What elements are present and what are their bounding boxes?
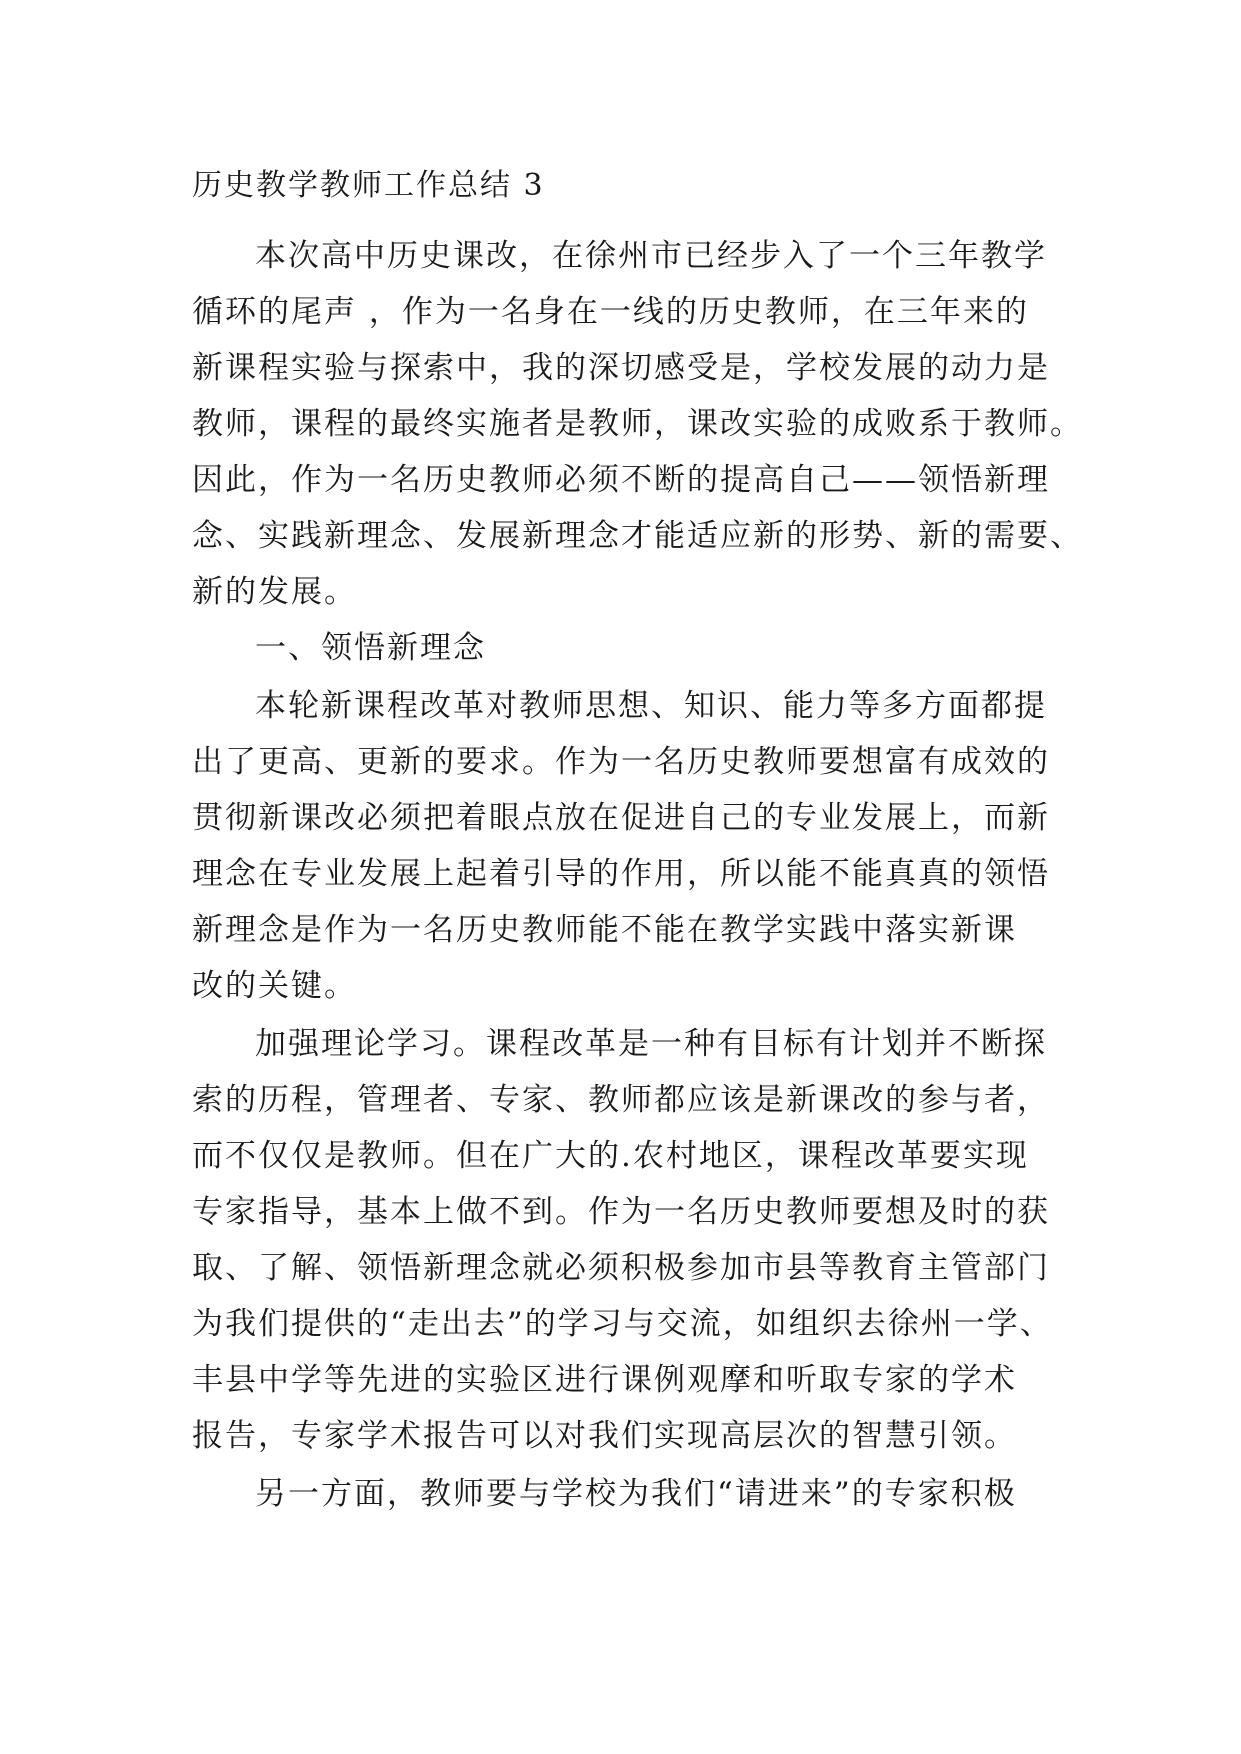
paragraph-line: 出了更高、更新的要求。作为一名历史教师要想富有成效的 xyxy=(192,744,1050,780)
paragraph-line: 加强理论学习。课程改革是一种有目标有计划并不断探 xyxy=(255,1026,1047,1062)
paragraph-line: 循环的尾声 ，作为一名身在一线的历史教师，在三年来的 xyxy=(192,294,1029,330)
paragraph-line: 专家指导，基本上做不到。作为一名历史教师要想及时的获 xyxy=(192,1194,1050,1230)
paragraph-line: 报告，专家学术报告可以对我们实现高层次的智慧引领。 xyxy=(192,1418,1017,1454)
paragraph-line: 而不仅仅是教师。但在广大的.农村地区，课程改革要实现 xyxy=(192,1138,1029,1174)
paragraph-line: 丰县中学等先进的实验区进行课例观摩和听取专家的学术 xyxy=(192,1362,1017,1398)
paragraph-line: 新理念是作为一名历史教师能不能在教学实践中落实新课 xyxy=(192,912,1017,948)
paragraph-line: 贯彻新课改必须把着眼点放在促进自己的专业发展上，而新 xyxy=(192,800,1050,836)
paragraph-line: 改的关键。 xyxy=(192,968,357,1004)
paragraph-line: 取、了解、领悟新理念就必须积极参加市县等教育主管部门 xyxy=(192,1250,1050,1286)
section-heading: 一、领悟新理念 xyxy=(255,630,486,666)
paragraph-line: 为我们提供的“走出去”的学习与交流，如组织去徐州一学、 xyxy=(192,1306,1053,1342)
paragraph-line: 新课程实验与探索中，我的深切感受是，学校发展的动力是 xyxy=(192,350,1050,386)
paragraph-line: 新的发展。 xyxy=(192,574,357,610)
document-title: 历史教学教师工作总结 3 xyxy=(192,168,545,203)
paragraph-line: 教师，课程的最终实施者是教师，课改实验的成败系于教师。 xyxy=(192,406,1083,442)
paragraph-line: 另一方面，教师要与学校为我们“请进来”的专家积极 xyxy=(255,1476,1017,1512)
paragraph-line: 本次高中历史课改，在徐州市已经步入了一个三年教学 xyxy=(255,238,1047,274)
paragraph-line: 因此，作为一名历史教师必须不断的提高自己——领悟新理 xyxy=(192,462,1050,498)
paragraph-line: 本轮新课程改革对教师思想、知识、能力等多方面都提 xyxy=(255,688,1047,724)
paragraph-line: 索的历程，管理者、专家、教师都应该是新课改的参与者， xyxy=(192,1082,1050,1118)
paragraph-line: 念、实践新理念、发展新理念才能适应新的形势、新的需要、 xyxy=(192,518,1083,554)
paragraph-line: 理念在专业发展上起着引导的作用，所以能不能真真的领悟 xyxy=(192,856,1050,892)
